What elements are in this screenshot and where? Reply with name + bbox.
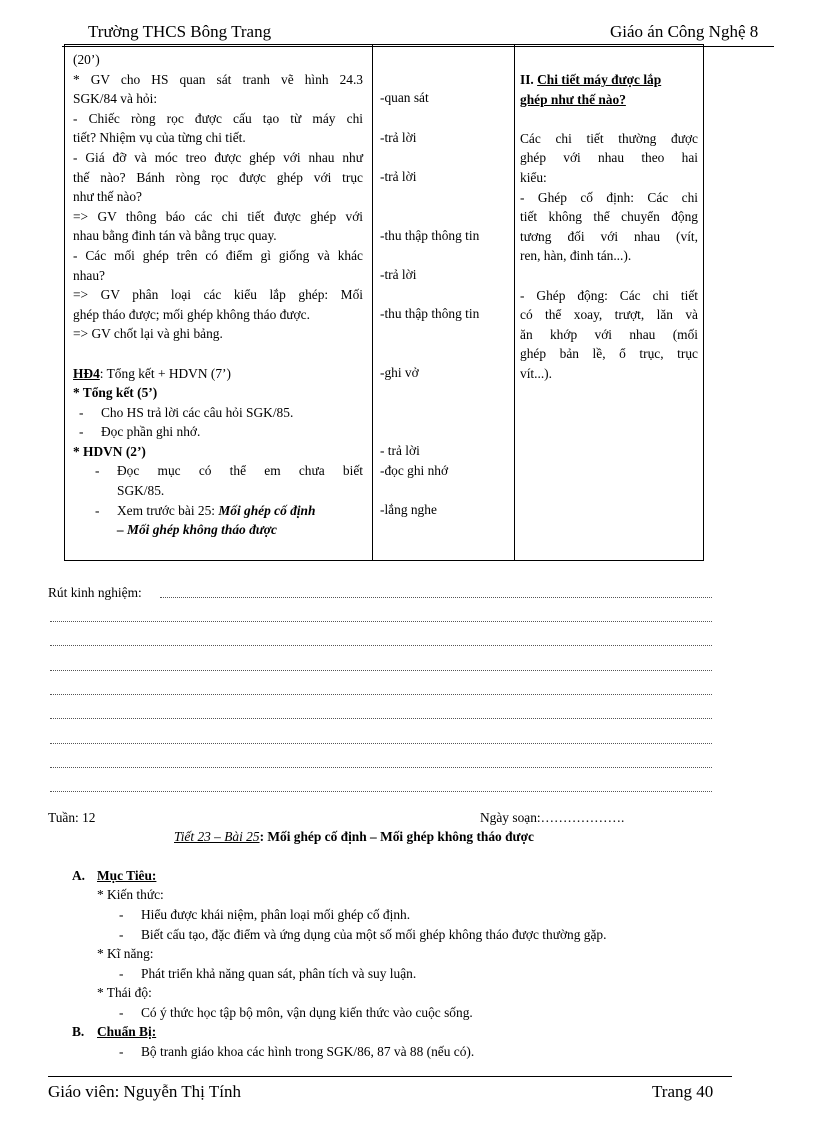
list-item: - Hiểu được khái niệm, phân loại mối ghép cố định.	[119, 907, 411, 922]
teacher-activity-column: (20’) * GV cho HS quan sát tranh vẽ hình 24.3 SGK/84 và hỏi: - Chiếc ròng rọc được cấu tạo từ máy chi tiết? Nhiệm vụ của từng chi tiết. - Giá đỡ và móc treo được ghép với nhau như thế nào? Bánh ròng rọc được ghép với trục như thế nào? => GV thông báo các chi tiết được ghép với nhau bằng đinh tán và bằng trục quay. - Các mối ghép trên có điểm gì giống và khác nhau? => GV phân loại các kiểu lắp ghép: Mối ghép tháo được; mối ghép không tháo được. => GV chốt lại và ghi bảng. HĐ4: Tổng kết + HDVN (7’) * Tổng kết (5’) - Cho HS trả lời các câu hỏi SGK/85. - Đọc phần ghi nhớ. * HDVN (2’) - Đọc mục có thể em chưa biết SGK/85. - Xem trước bài 25: Mối ghép cố định – Mối ghép không tháo được	[73, 52, 363, 538]
experience-line	[50, 694, 712, 695]
prep-date: Ngày soạn:……………….	[480, 810, 625, 825]
hd4-heading: HĐ4: Tổng kết + HDVN (7’)	[73, 365, 231, 381]
experience-line	[50, 621, 712, 622]
list-item: - Có ý thức học tập bộ môn, vận dụng kiến thức vào cuộc sống.	[119, 1005, 473, 1020]
list-item: - Phát triển khả năng quan sát, phân tích và suy luận.	[119, 966, 417, 981]
week-label: Tuần: 12	[48, 810, 96, 825]
teacher-name: Giáo viên: Nguyễn Thị Tính	[48, 1082, 241, 1101]
experience-line	[50, 791, 712, 792]
table-divider-2	[514, 44, 515, 561]
section-b-label: B.	[72, 1024, 85, 1039]
experience-line	[50, 767, 712, 768]
knowledge-heading: * Kiến thức:	[97, 887, 164, 902]
section-b-title: Chuẩn Bị:	[97, 1024, 157, 1039]
school-name: Trường THCS Bông Trang	[88, 22, 272, 41]
page-number: Trang 40	[652, 1082, 714, 1101]
skill-heading: * Kĩ năng:	[97, 946, 154, 961]
lesson-content-column: II. Chi tiết máy được lắp ghép như thế nào? Các chi tiết thường được ghép với nhau theo hai kiểu: - Ghép cố định: Các chi tiết không thể chuyển động tương đối với nhau (vít, ren, hàn, đinh tán...). - Ghép động: Các chi tiết có thể xoay, trượt, lăn và ăn khớp với nhau (mối ghép bản lề, ổ trục, trục vít...).	[520, 72, 698, 381]
list-item: - Biết cấu tạo, đặc điểm và ứng dụng của một số mối ghép không tháo được thường gặp.	[119, 927, 607, 942]
experience-line	[50, 645, 712, 646]
experience-line	[50, 670, 712, 671]
section-a-label: A.	[72, 868, 86, 883]
footer-divider	[48, 1076, 732, 1077]
subject-title: Giáo án Công Nghệ 8	[610, 22, 759, 41]
experience-label: Rút kinh nghiệm:	[48, 585, 142, 600]
experience-line	[50, 718, 712, 719]
experience-line	[50, 743, 712, 744]
section-title: II. Chi tiết máy được lắp	[520, 72, 662, 87]
experience-line	[160, 597, 712, 598]
attitude-heading: * Thái độ:	[97, 985, 152, 1000]
list-item: - Bộ tranh giáo khoa các hình trong SGK/86, 87 và 88 (nếu có).	[119, 1044, 475, 1059]
section-a-title: Mục Tiêu:	[97, 868, 157, 883]
table-divider-1	[372, 44, 373, 561]
lesson-title: Tiết 23 – Bài 25: Mối ghép cố định – Mối ghép không tháo được	[174, 829, 534, 844]
